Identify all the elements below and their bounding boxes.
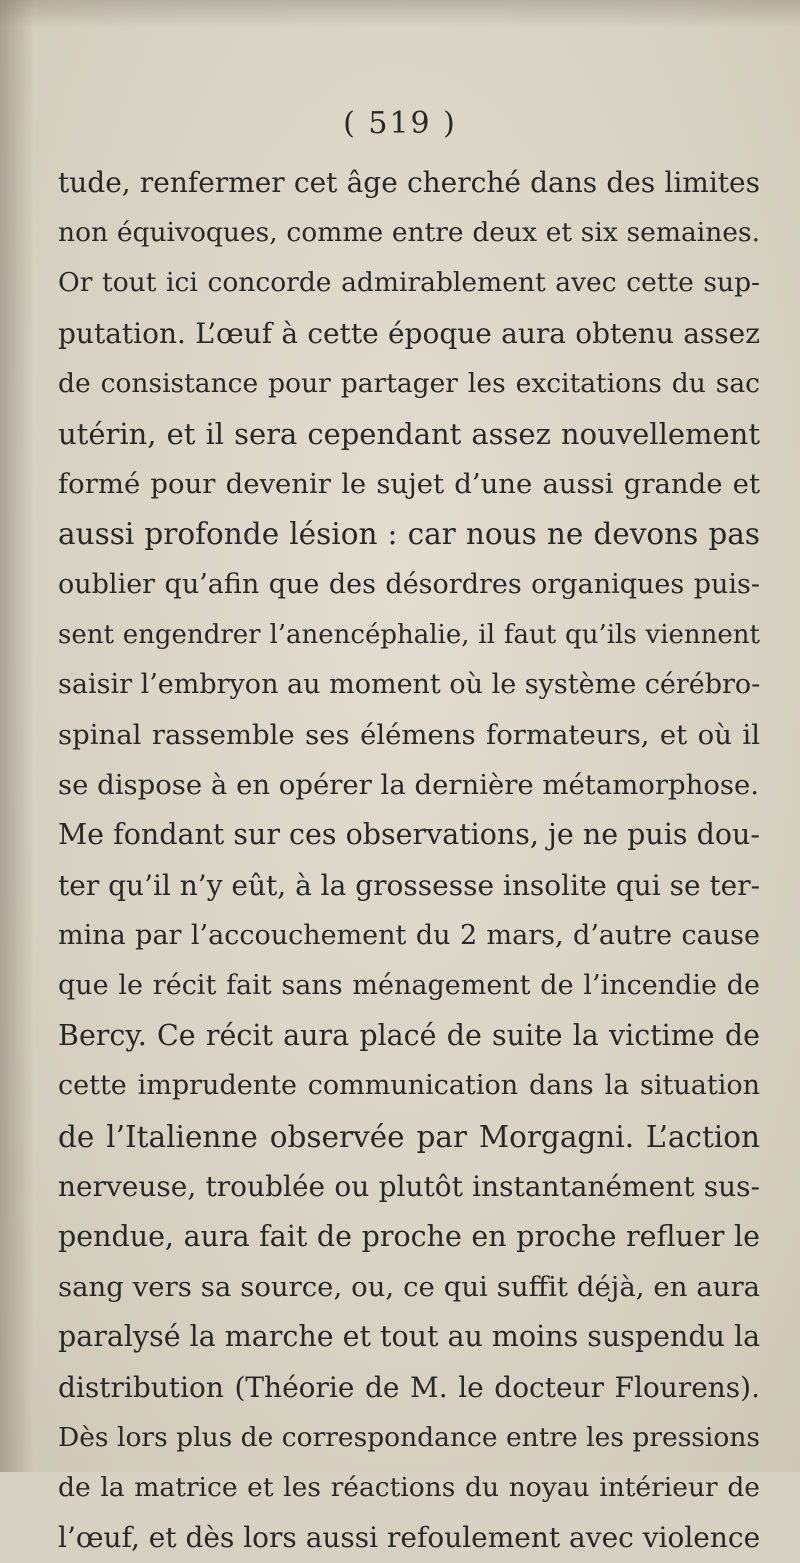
- text-line: pendue, aura fait de proche en proche refluer le: [58, 1219, 760, 1253]
- page-number: ( 519 ): [343, 106, 457, 141]
- text-line: tude, renfermer cet âge cherché dans des limites: [58, 166, 760, 199]
- text-line: putation. L’œuf à cette époque aura obtenu assez: [58, 316, 760, 350]
- text-line: spinal rassemble ses élémens formateurs, et où il: [58, 719, 760, 752]
- text-line: nerveuse, troublée ou plutôt instantanément sus-: [58, 1169, 760, 1203]
- text-line: Me fondant sur ces observations, je ne puis dou-: [58, 818, 760, 852]
- text-line: aussi profonde lésion : car nous ne devons pas: [58, 517, 760, 552]
- text-line: de la matrice et les réactions du noyau intérieur de: [58, 1471, 760, 1503]
- page-top-shadow: [0, 0, 800, 28]
- text-line: distribution (Théorie de M. le docteur Flourens).: [58, 1370, 760, 1404]
- text-line: ter qu’il n’y eût, à la grossesse insolite qui se ter-: [58, 868, 761, 902]
- body-text: [58, 158, 760, 1563]
- text-line: saisir l’embryon au moment où le système cérébro-: [58, 668, 761, 700]
- text-line: Or tout ici concorde admirablement avec cette sup-: [58, 267, 760, 299]
- text-line: de l’Italienne observée par Morgagni. L’action: [58, 1119, 760, 1154]
- text-line: Dès lors plus de correspondance entre les pressions: [58, 1421, 760, 1453]
- text-line: l’œuf, et dès lors aussi refoulement avec violence: [58, 1521, 761, 1555]
- text-line: non équivoques, comme entre deux et six semaines.: [58, 217, 760, 249]
- text-line: mina par l’accouchement du 2 mars, d’autre cause: [58, 919, 760, 951]
- text-line: utérin, et il sera cependant assez nouvellement: [58, 416, 760, 451]
- text-line: se dispose à en opérer la dernière métamorphose.: [58, 769, 760, 802]
- text-line: oublier qu’afin que des désordres organiques puis-: [58, 568, 760, 600]
- text-line: sang vers sa source, ou, ce qui suffit déjà, en aura: [58, 1271, 760, 1304]
- page-edge-shadow: [0, 0, 34, 1472]
- text-line: sent engendrer l’anencéphalie, il faut qu’ils viennent: [58, 619, 760, 650]
- text-line: de consistance pour partager les excitations du sac: [58, 367, 760, 399]
- text-line: formé pour devenir le sujet d’une aussi grande et: [58, 468, 760, 501]
- text-line: que le récit fait sans ménagement de l’incendie de: [58, 970, 760, 1001]
- text-line: paralysé la marche et tout au moins suspendu la: [58, 1320, 761, 1354]
- text-line: Bercy. Ce récit aura placé de suite la victime de: [58, 1019, 760, 1053]
- text-line: cette imprudente communication dans la situation: [58, 1070, 760, 1102]
